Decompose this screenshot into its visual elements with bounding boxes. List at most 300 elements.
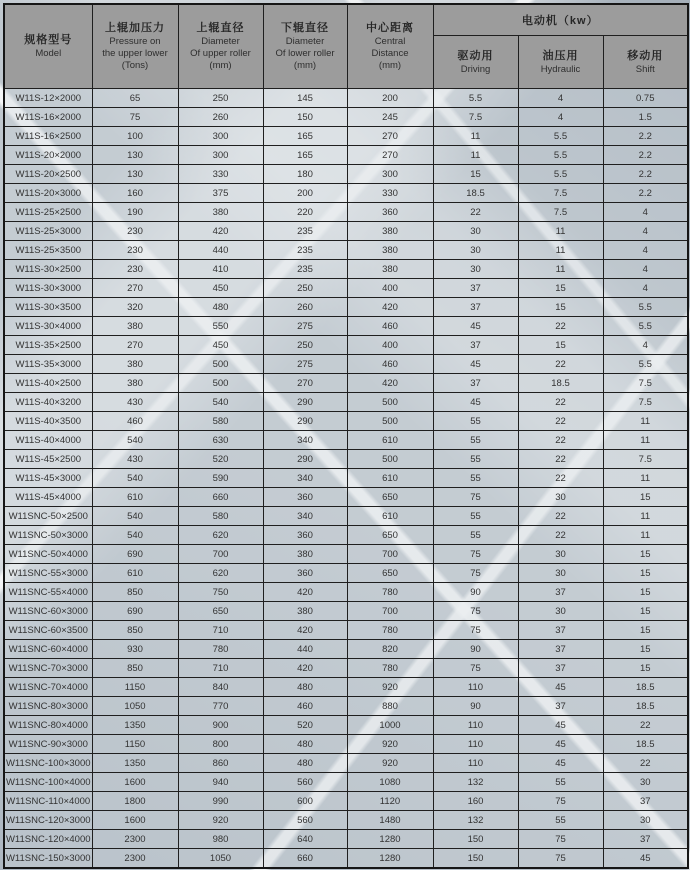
lower-diameter-header-en1: Diameter — [285, 36, 325, 47]
value-cell: 360 — [263, 564, 347, 583]
value-cell: 7.5 — [518, 203, 603, 222]
hydraulic-header-en: Hydraulic — [540, 63, 581, 75]
table-row — [4, 678, 688, 697]
table-row — [4, 830, 688, 849]
table-row — [4, 469, 688, 488]
value-cell: 2.2 — [603, 165, 688, 184]
value-cell: 4 — [518, 89, 603, 108]
value-cell: 650 — [347, 564, 433, 583]
value-cell: 460 — [347, 317, 433, 336]
upper-diameter-header-en2: Of upper roller — [190, 48, 251, 59]
value-cell: 270 — [347, 146, 433, 165]
value-cell: 132 — [433, 773, 518, 792]
value-cell: 11 — [433, 127, 518, 146]
value-cell: 690 — [92, 545, 178, 564]
value-cell: 660 — [178, 488, 263, 507]
value-cell: 380 — [347, 222, 433, 241]
value-cell: 500 — [347, 393, 433, 412]
value-cell: 15 — [603, 564, 688, 583]
value-cell: 2300 — [92, 849, 178, 869]
table-row — [4, 564, 688, 583]
value-cell: 37 — [518, 621, 603, 640]
value-cell: 245 — [347, 108, 433, 127]
value-cell: 600 — [263, 792, 347, 811]
model-cell: W11S-30×4000 — [4, 317, 92, 336]
table-row — [4, 659, 688, 678]
value-cell: 710 — [178, 659, 263, 678]
model-header-en: Model — [35, 48, 62, 59]
model-cell: W11SNC-60×4000 — [4, 640, 92, 659]
value-cell: 11 — [603, 469, 688, 488]
value-cell: 450 — [178, 279, 263, 298]
value-cell: 330 — [347, 184, 433, 203]
value-cell: 7.5 — [518, 184, 603, 203]
pressure-header-en1: Pressure on — [109, 36, 161, 47]
value-cell: 37 — [433, 336, 518, 355]
value-cell: 270 — [92, 336, 178, 355]
model-cell: W11S-25×2500 — [4, 203, 92, 222]
value-cell: 980 — [178, 830, 263, 849]
table-row — [4, 336, 688, 355]
value-cell: 380 — [92, 355, 178, 374]
value-cell: 540 — [92, 526, 178, 545]
value-cell: 230 — [92, 260, 178, 279]
central-distance-header-en2: Distance — [371, 48, 409, 59]
value-cell: 65 — [92, 89, 178, 108]
value-cell: 2.2 — [603, 184, 688, 203]
value-cell: 15 — [433, 165, 518, 184]
value-cell: 690 — [92, 602, 178, 621]
value-cell: 230 — [92, 222, 178, 241]
table-row — [4, 279, 688, 298]
table-row — [4, 773, 688, 792]
value-cell: 37 — [433, 298, 518, 317]
value-cell: 2.2 — [603, 127, 688, 146]
value-cell: 380 — [178, 203, 263, 222]
value-cell: 55 — [518, 773, 603, 792]
value-cell: 30 — [518, 564, 603, 583]
value-cell: 300 — [178, 146, 263, 165]
value-cell: 700 — [178, 545, 263, 564]
value-cell: 30 — [518, 488, 603, 507]
value-cell: 700 — [347, 545, 433, 564]
value-cell: 235 — [263, 260, 347, 279]
value-cell: 850 — [92, 583, 178, 602]
value-cell: 110 — [433, 754, 518, 773]
value-cell: 45 — [433, 317, 518, 336]
value-cell: 18.5 — [603, 697, 688, 716]
value-cell: 930 — [92, 640, 178, 659]
lower-diameter-header-unit: (mm) — [293, 60, 317, 71]
value-cell: 420 — [263, 583, 347, 602]
pressure-header-unit: (Tons) — [121, 60, 149, 71]
table-row — [4, 146, 688, 165]
value-cell: 1000 — [347, 716, 433, 735]
value-cell: 320 — [92, 298, 178, 317]
upper-diameter-header-unit: (mm) — [209, 60, 232, 71]
table-row — [4, 640, 688, 659]
value-cell: 330 — [178, 165, 263, 184]
value-cell: 45 — [518, 716, 603, 735]
value-cell: 290 — [263, 450, 347, 469]
value-cell: 55 — [433, 507, 518, 526]
table-row — [4, 697, 688, 716]
model-cell: W11S-35×2500 — [4, 336, 92, 355]
value-cell: 15 — [603, 659, 688, 678]
value-cell: 190 — [92, 203, 178, 222]
value-cell: 900 — [178, 716, 263, 735]
value-cell: 300 — [178, 127, 263, 146]
value-cell: 275 — [263, 355, 347, 374]
col-header-motor-group: 电动机（kw） — [433, 4, 688, 36]
table-row — [4, 298, 688, 317]
model-cell: W11SNC-70×3000 — [4, 659, 92, 678]
value-cell: 770 — [178, 697, 263, 716]
value-cell: 920 — [347, 754, 433, 773]
value-cell: 45 — [433, 355, 518, 374]
value-cell: 480 — [263, 678, 347, 697]
value-cell: 1600 — [92, 773, 178, 792]
value-cell: 380 — [263, 602, 347, 621]
value-cell: 540 — [92, 507, 178, 526]
value-cell: 710 — [178, 621, 263, 640]
model-cell: W11SNC-50×4000 — [4, 545, 92, 564]
value-cell: 1350 — [92, 716, 178, 735]
model-cell: W11SNC-120×4000 — [4, 830, 92, 849]
table-row — [4, 165, 688, 184]
table-row — [4, 203, 688, 222]
table-row — [4, 260, 688, 279]
value-cell: 235 — [263, 241, 347, 260]
value-cell: 15 — [603, 621, 688, 640]
value-cell: 22 — [518, 469, 603, 488]
value-cell: 1080 — [347, 773, 433, 792]
value-cell: 11 — [603, 431, 688, 450]
value-cell: 4 — [603, 260, 688, 279]
value-cell: 4 — [518, 108, 603, 127]
value-cell: 132 — [433, 811, 518, 830]
value-cell: 37 — [603, 792, 688, 811]
value-cell: 420 — [347, 374, 433, 393]
model-cell: W11SNC-150×3000 — [4, 849, 92, 869]
value-cell: 37 — [433, 374, 518, 393]
value-cell: 22 — [603, 754, 688, 773]
value-cell: 22 — [518, 507, 603, 526]
value-cell: 480 — [263, 754, 347, 773]
value-cell: 11 — [603, 526, 688, 545]
value-cell: 1150 — [92, 735, 178, 754]
value-cell: 460 — [263, 697, 347, 716]
value-cell: 30 — [518, 602, 603, 621]
value-cell: 11 — [518, 222, 603, 241]
value-cell: 2300 — [92, 830, 178, 849]
value-cell: 90 — [433, 640, 518, 659]
value-cell: 610 — [347, 507, 433, 526]
model-cell: W11S-40×2500 — [4, 374, 92, 393]
central-distance-header-zh: 中心距离 — [366, 22, 414, 34]
value-cell: 260 — [263, 298, 347, 317]
table-row — [4, 222, 688, 241]
value-cell: 460 — [347, 355, 433, 374]
value-cell: 610 — [92, 564, 178, 583]
value-cell: 480 — [178, 298, 263, 317]
value-cell: 22 — [603, 716, 688, 735]
value-cell: 1350 — [92, 754, 178, 773]
table-row — [4, 127, 688, 146]
value-cell: 30 — [433, 241, 518, 260]
value-cell: 15 — [603, 602, 688, 621]
value-cell: 400 — [347, 336, 433, 355]
value-cell: 7.5 — [433, 108, 518, 127]
model-cell: W11S-30×2500 — [4, 260, 92, 279]
table-row — [4, 602, 688, 621]
value-cell: 1800 — [92, 792, 178, 811]
value-cell: 30 — [603, 773, 688, 792]
model-cell: W11S-20×2500 — [4, 165, 92, 184]
value-cell: 4 — [603, 336, 688, 355]
value-cell: 160 — [433, 792, 518, 811]
value-cell: 75 — [433, 564, 518, 583]
value-cell: 200 — [347, 89, 433, 108]
driving-header-zh: 驱动用 — [457, 49, 494, 62]
value-cell: 0.75 — [603, 89, 688, 108]
value-cell: 1120 — [347, 792, 433, 811]
col-header-driving — [433, 36, 518, 89]
value-cell: 340 — [263, 431, 347, 450]
value-cell: 1480 — [347, 811, 433, 830]
value-cell: 420 — [263, 621, 347, 640]
value-cell: 5.5 — [433, 89, 518, 108]
value-cell: 160 — [92, 184, 178, 203]
value-cell: 360 — [263, 488, 347, 507]
value-cell: 380 — [263, 545, 347, 564]
value-cell: 560 — [263, 811, 347, 830]
value-cell: 360 — [347, 203, 433, 222]
value-cell: 840 — [178, 678, 263, 697]
value-cell: 15 — [518, 279, 603, 298]
value-cell: 130 — [92, 146, 178, 165]
value-cell: 420 — [263, 659, 347, 678]
value-cell: 850 — [92, 659, 178, 678]
value-cell: 380 — [347, 260, 433, 279]
value-cell: 650 — [178, 602, 263, 621]
table-row — [4, 89, 688, 108]
value-cell: 165 — [263, 146, 347, 165]
value-cell: 30 — [433, 222, 518, 241]
value-cell: 850 — [92, 621, 178, 640]
value-cell: 55 — [518, 811, 603, 830]
value-cell: 440 — [263, 640, 347, 659]
value-cell: 275 — [263, 317, 347, 336]
model-cell: W11SNC-55×4000 — [4, 583, 92, 602]
value-cell: 270 — [92, 279, 178, 298]
value-cell: 630 — [178, 431, 263, 450]
model-cell: W11SNC-60×3000 — [4, 602, 92, 621]
table-row — [4, 507, 688, 526]
value-cell: 540 — [92, 431, 178, 450]
value-cell: 110 — [433, 678, 518, 697]
model-cell: W11S-25×3500 — [4, 241, 92, 260]
value-cell: 1050 — [92, 697, 178, 716]
table-row — [4, 431, 688, 450]
table-row — [4, 317, 688, 336]
value-cell: 150 — [433, 849, 518, 869]
value-cell: 4 — [603, 279, 688, 298]
model-cell: W11SNC-50×3000 — [4, 526, 92, 545]
table-row — [4, 583, 688, 602]
value-cell: 270 — [347, 127, 433, 146]
value-cell: 360 — [263, 526, 347, 545]
model-cell: W11SNC-100×4000 — [4, 773, 92, 792]
model-cell: W11SNC-100×3000 — [4, 754, 92, 773]
table-row — [4, 355, 688, 374]
value-cell: 260 — [178, 108, 263, 127]
value-cell: 150 — [433, 830, 518, 849]
model-cell: W11S-45×2500 — [4, 450, 92, 469]
value-cell: 420 — [347, 298, 433, 317]
value-cell: 780 — [347, 659, 433, 678]
value-cell: 37 — [603, 830, 688, 849]
value-cell: 15 — [518, 336, 603, 355]
model-header-zh: 规格型号 — [24, 34, 73, 46]
value-cell: 540 — [178, 393, 263, 412]
lower-diameter-header-zh: 下辊直径 — [281, 22, 329, 34]
model-cell: W11S-40×4000 — [4, 431, 92, 450]
value-cell: 55 — [433, 431, 518, 450]
value-cell: 1150 — [92, 678, 178, 697]
col-header-central-distance — [347, 4, 433, 89]
spec-table — [3, 3, 689, 869]
table-row — [4, 716, 688, 735]
value-cell: 200 — [263, 184, 347, 203]
value-cell: 22 — [518, 431, 603, 450]
value-cell: 450 — [178, 336, 263, 355]
value-cell: 5.5 — [603, 298, 688, 317]
value-cell: 610 — [347, 469, 433, 488]
value-cell: 300 — [347, 165, 433, 184]
model-cell: W11S-40×3500 — [4, 412, 92, 431]
value-cell: 22 — [518, 526, 603, 545]
value-cell: 640 — [263, 830, 347, 849]
value-cell: 430 — [92, 450, 178, 469]
col-header-shift — [603, 36, 688, 89]
upper-diameter-header-zh: 上辊直径 — [196, 22, 245, 34]
value-cell: 1600 — [92, 811, 178, 830]
value-cell: 145 — [263, 89, 347, 108]
value-cell: 610 — [92, 488, 178, 507]
lower-diameter-header-en2: Of lower roller — [275, 48, 335, 59]
value-cell: 18.5 — [518, 374, 603, 393]
value-cell: 150 — [263, 108, 347, 127]
table-row — [4, 526, 688, 545]
value-cell: 250 — [263, 279, 347, 298]
value-cell: 37 — [433, 279, 518, 298]
value-cell: 430 — [92, 393, 178, 412]
model-cell: W11SNC-80×4000 — [4, 716, 92, 735]
value-cell: 920 — [347, 678, 433, 697]
value-cell: 90 — [433, 697, 518, 716]
value-cell: 11 — [518, 241, 603, 260]
table-row — [4, 754, 688, 773]
spec-table-header — [4, 4, 688, 89]
value-cell: 380 — [92, 374, 178, 393]
value-cell: 940 — [178, 773, 263, 792]
model-cell: W11SNC-70×4000 — [4, 678, 92, 697]
table-row — [4, 241, 688, 260]
table-row — [4, 393, 688, 412]
value-cell: 780 — [347, 621, 433, 640]
pressure-header-zh: 上辊加压力 — [105, 22, 165, 34]
value-cell: 11 — [603, 412, 688, 431]
value-cell: 45 — [518, 754, 603, 773]
central-distance-header-unit: (mm) — [378, 60, 402, 71]
value-cell: 4 — [603, 222, 688, 241]
value-cell: 590 — [178, 469, 263, 488]
value-cell: 780 — [347, 583, 433, 602]
value-cell: 520 — [178, 450, 263, 469]
value-cell: 15 — [603, 640, 688, 659]
value-cell: 75 — [433, 545, 518, 564]
value-cell: 30 — [603, 811, 688, 830]
value-cell: 22 — [433, 203, 518, 222]
value-cell: 75 — [518, 792, 603, 811]
value-cell: 250 — [263, 336, 347, 355]
value-cell: 110 — [433, 735, 518, 754]
table-row — [4, 108, 688, 127]
model-cell: W11S-16×2500 — [4, 127, 92, 146]
model-cell: W11S-30×3000 — [4, 279, 92, 298]
value-cell: 820 — [347, 640, 433, 659]
table-row — [4, 374, 688, 393]
value-cell: 440 — [178, 241, 263, 260]
model-cell: W11S-35×3000 — [4, 355, 92, 374]
value-cell: 15 — [603, 545, 688, 564]
model-cell: W11S-25×3000 — [4, 222, 92, 241]
model-cell: W11SNC-110×4000 — [4, 792, 92, 811]
value-cell: 75 — [433, 621, 518, 640]
model-cell: W11S-12×2000 — [4, 89, 92, 108]
value-cell: 1.5 — [603, 108, 688, 127]
value-cell: 540 — [92, 469, 178, 488]
model-cell: W11S-30×3500 — [4, 298, 92, 317]
value-cell: 520 — [263, 716, 347, 735]
model-cell: W11S-45×4000 — [4, 488, 92, 507]
hydraulic-header-zh: 油压用 — [542, 49, 579, 62]
value-cell: 400 — [347, 279, 433, 298]
value-cell: 75 — [433, 659, 518, 678]
col-header-hydraulic — [518, 36, 603, 89]
value-cell: 4 — [603, 203, 688, 222]
model-cell: W11S-16×2000 — [4, 108, 92, 127]
value-cell: 480 — [263, 735, 347, 754]
value-cell: 500 — [347, 450, 433, 469]
value-cell: 22 — [518, 355, 603, 374]
value-cell: 990 — [178, 792, 263, 811]
value-cell: 30 — [433, 260, 518, 279]
value-cell: 2.2 — [603, 146, 688, 165]
value-cell: 75 — [433, 602, 518, 621]
value-cell: 375 — [178, 184, 263, 203]
value-cell: 55 — [433, 412, 518, 431]
value-cell: 75 — [433, 488, 518, 507]
value-cell: 920 — [347, 735, 433, 754]
value-cell: 55 — [433, 469, 518, 488]
value-cell: 5.5 — [603, 355, 688, 374]
value-cell: 5.5 — [518, 165, 603, 184]
value-cell: 290 — [263, 393, 347, 412]
value-cell: 270 — [263, 374, 347, 393]
value-cell: 500 — [178, 374, 263, 393]
